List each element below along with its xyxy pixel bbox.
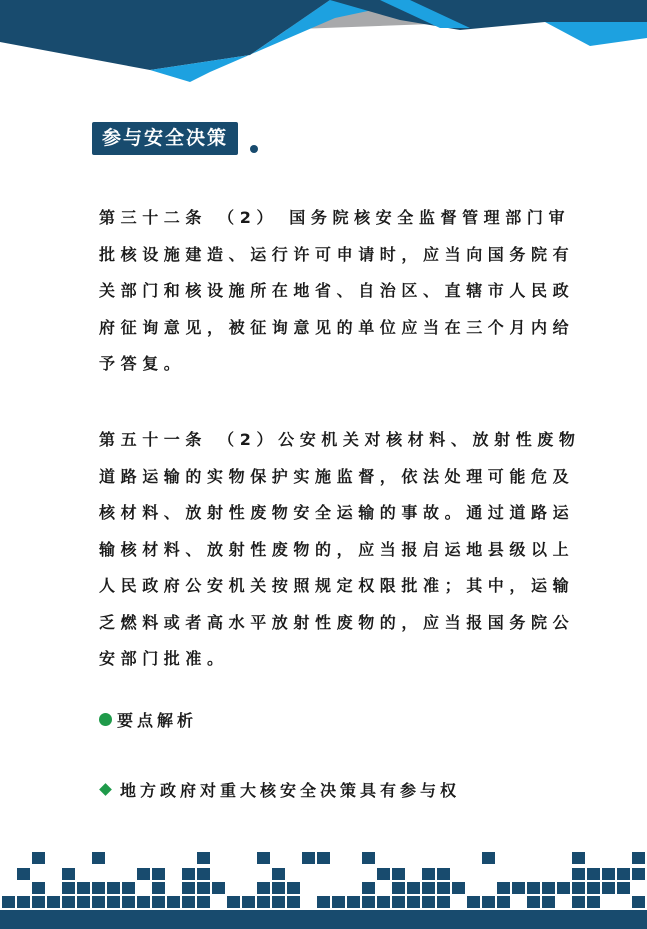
pixel-block: [572, 882, 585, 894]
pixel-block: [257, 896, 270, 908]
pixel-block: [32, 882, 45, 894]
pixel-block: [527, 896, 540, 908]
pixel-block: [212, 882, 225, 894]
article-51: [99, 422, 589, 678]
pixel-band: [0, 910, 647, 929]
pixel-block: [362, 882, 375, 894]
pixel-block: [332, 896, 345, 908]
pixel-block: [182, 896, 195, 908]
keypoint-item-label: 地方政府对重大核安全决策具有参与权: [120, 781, 461, 800]
pixel-block: [62, 896, 75, 908]
pixel-block: [587, 896, 600, 908]
pixel-block: [392, 896, 405, 908]
pixel-block: [272, 868, 285, 880]
pixel-block: [317, 852, 330, 864]
pixel-block: [497, 896, 510, 908]
pixel-block: [92, 882, 105, 894]
pixel-block: [62, 882, 75, 894]
pixel-block: [362, 896, 375, 908]
pixel-block: [287, 882, 300, 894]
pixel-block: [242, 896, 255, 908]
article-line: 第五十一条 （2）公安机关对核材料、放射性废物: [99, 430, 581, 449]
pixel-block: [47, 896, 60, 908]
pixel-block: [122, 896, 135, 908]
pixel-block: [287, 896, 300, 908]
pixel-block: [257, 882, 270, 894]
pixel-block: [587, 882, 600, 894]
keypoint-item: [99, 778, 460, 801]
pixel-block: [632, 852, 645, 864]
pixel-block: [602, 868, 615, 880]
article-line: 安部门批准。: [99, 649, 229, 668]
pixel-block: [17, 896, 30, 908]
pixel-block: [572, 852, 585, 864]
pixel-block: [62, 868, 75, 880]
pixel-block: [542, 882, 555, 894]
pixel-block: [527, 882, 540, 894]
pixel-block: [542, 896, 555, 908]
pixel-block: [152, 868, 165, 880]
article-line: 关部门和核设施所在地省、自治区、直辖市人民政: [99, 281, 575, 300]
pixel-block: [407, 882, 420, 894]
pixel-block: [92, 896, 105, 908]
pixel-block: [197, 882, 210, 894]
title-dot-icon: [250, 145, 258, 153]
pixel-block: [272, 882, 285, 894]
diamond-bullet-icon: [99, 783, 112, 796]
pixel-block: [107, 882, 120, 894]
pixel-block: [632, 868, 645, 880]
pixel-block: [392, 882, 405, 894]
pixel-block: [422, 882, 435, 894]
pixel-block: [437, 882, 450, 894]
pixel-block: [197, 852, 210, 864]
pixel-block: [362, 852, 375, 864]
pixel-block: [632, 896, 645, 908]
pixel-block: [152, 882, 165, 894]
article-line: 道路运输的实物保护实施监督，依法处理可能危及: [99, 466, 575, 486]
pixel-block: [77, 882, 90, 894]
pixel-block: [422, 896, 435, 908]
pixel-block: [257, 852, 270, 864]
section-title: 参与安全决策: [92, 122, 238, 155]
pixel-block: [227, 896, 240, 908]
pixel-block: [92, 852, 105, 864]
top-banner-decoration: [0, 0, 647, 100]
pixel-block: [617, 882, 630, 894]
pixel-block: [377, 896, 390, 908]
pixel-block: [137, 896, 150, 908]
pixel-block: [77, 896, 90, 908]
pixel-block: [137, 868, 150, 880]
pixel-block: [122, 882, 135, 894]
pixel-block: [437, 896, 450, 908]
pixel-block: [17, 868, 30, 880]
article-line: 府征询意见，被征询意见的单位应当在三个月内给: [99, 317, 575, 337]
pixel-block: [2, 896, 15, 908]
pixel-block: [497, 882, 510, 894]
pixel-block: [602, 882, 615, 894]
section-header: [92, 122, 258, 155]
green-dot-icon: [99, 713, 112, 726]
article-line: 输核材料、放射性废物的，应当报启运地县级以上: [99, 539, 575, 559]
article-line: 乏燃料或者高水平放射性废物的，应当报国务院公: [99, 612, 575, 632]
pixel-block: [617, 868, 630, 880]
article-line: 批核设施建造、运行许可申请时，应当向国务院有: [99, 244, 575, 264]
pixel-block: [182, 882, 195, 894]
pixel-block: [482, 896, 495, 908]
keypoints-heading-label: 要点解析: [117, 711, 198, 730]
pixel-block: [587, 868, 600, 880]
pixel-block: [422, 868, 435, 880]
pixel-block: [437, 868, 450, 880]
pixel-block: [317, 896, 330, 908]
pixel-block: [482, 852, 495, 864]
pixel-block: [107, 896, 120, 908]
pixel-block: [407, 896, 420, 908]
pixel-block: [557, 882, 570, 894]
pixel-block: [347, 896, 360, 908]
article-line: 第三十二条 （2） 国务院核安全监督管理部门审: [99, 208, 571, 227]
pixel-block: [197, 896, 210, 908]
pixel-block: [167, 896, 180, 908]
keypoints-heading: [99, 708, 197, 731]
pixel-block: [377, 868, 390, 880]
pixel-block: [467, 896, 480, 908]
pixel-block: [572, 868, 585, 880]
article-32: [99, 200, 589, 383]
pixel-block: [32, 852, 45, 864]
pixel-block: [272, 896, 285, 908]
article-line: 予答复。: [99, 354, 186, 373]
pixel-block: [197, 868, 210, 880]
pixel-block: [32, 896, 45, 908]
pixel-block: [572, 896, 585, 908]
pixel-block: [182, 868, 195, 880]
bottom-pixel-decoration: [0, 848, 647, 929]
pixel-block: [152, 896, 165, 908]
article-line: 核材料、放射性废物安全运输的事故。通过道路运: [99, 503, 575, 522]
article-line: 人民政府公安机关按照规定权限批准；其中，运输: [99, 576, 575, 595]
pixel-block: [452, 882, 465, 894]
pixel-block: [512, 882, 525, 894]
pixel-block: [302, 852, 315, 864]
pixel-block: [392, 868, 405, 880]
